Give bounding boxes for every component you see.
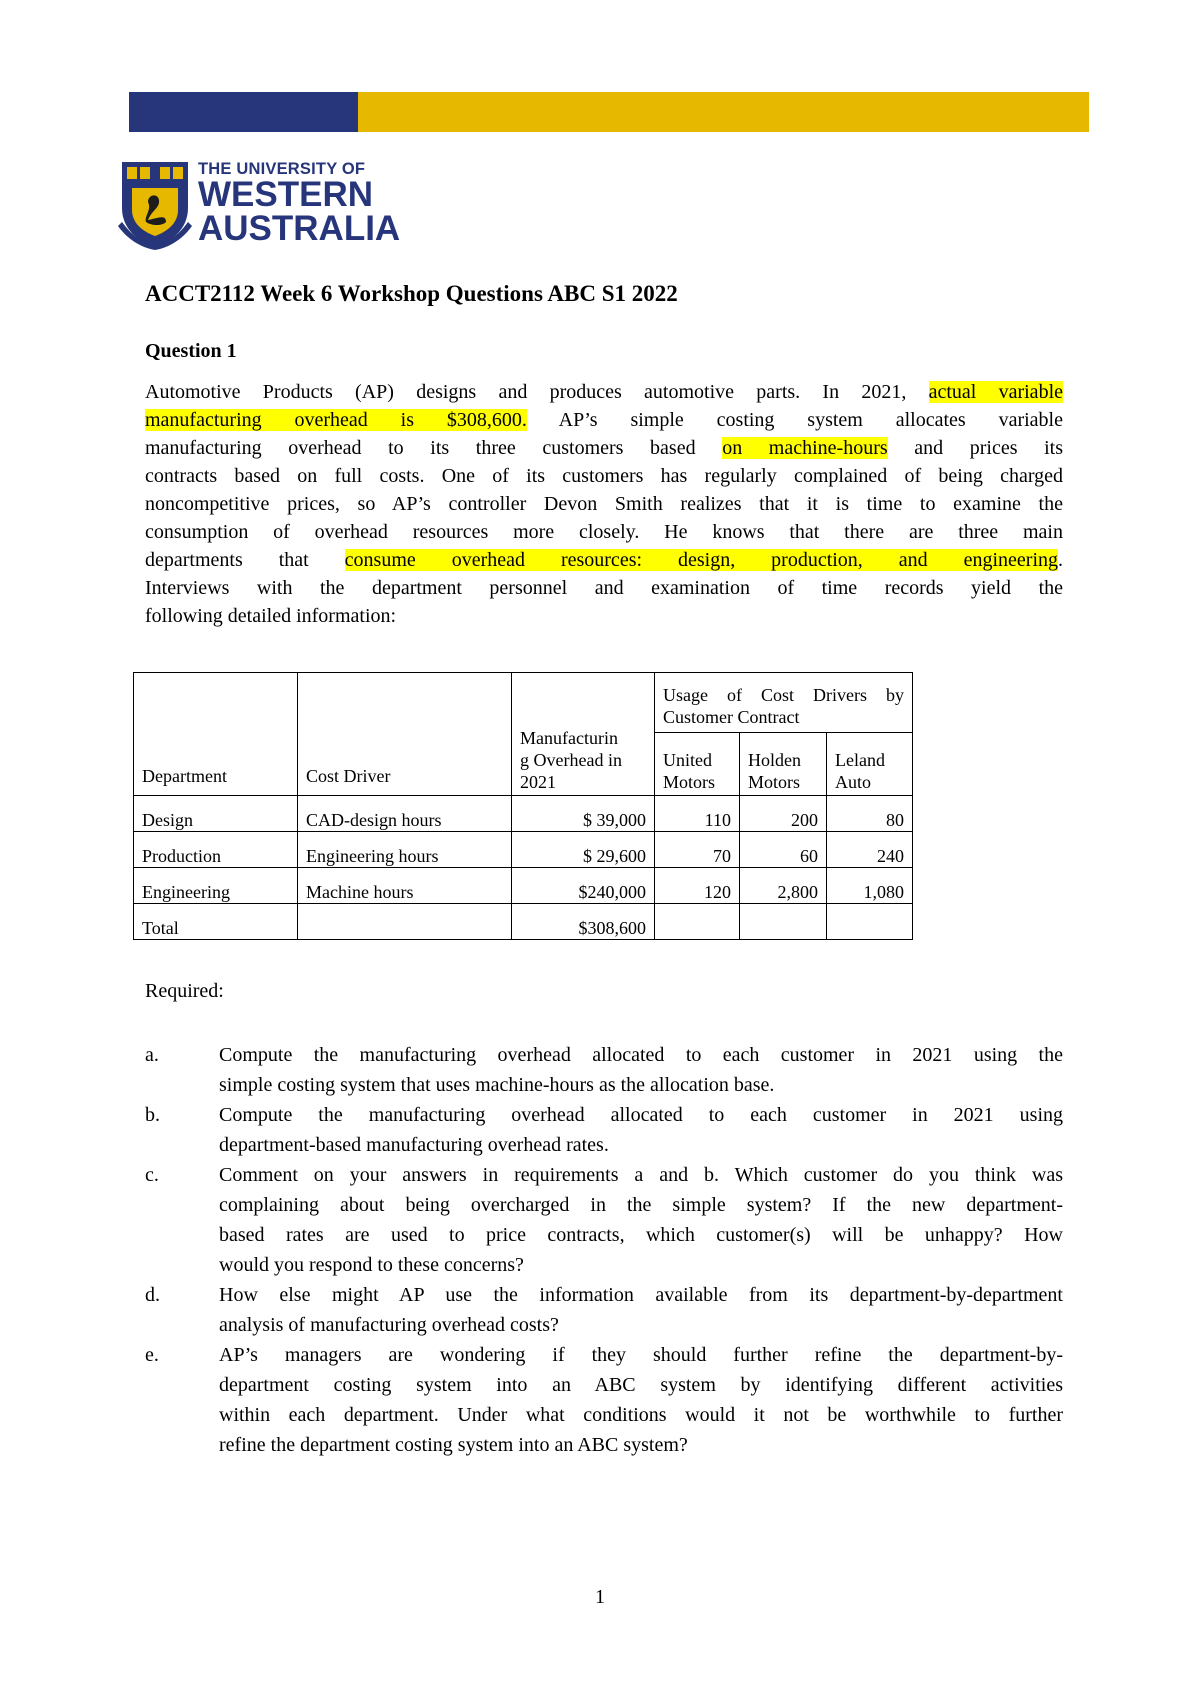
- table-row: [134, 868, 913, 904]
- cell-driver: CAD-design hours: [298, 796, 512, 832]
- paragraph-line: manufacturing overhead to its three customers based on machine-hours and prices its: [145, 437, 1063, 459]
- paragraph-line: consumption of overhead resources more closely. He knows that there are three main: [145, 521, 1063, 543]
- cell-driver: Engineering hours: [298, 832, 512, 868]
- cell-overhead: $ 29,600: [512, 832, 655, 868]
- highlighted-text: actual variable: [928, 381, 1063, 403]
- paragraph-line: Interviews with the department personnel and examination of time records yield the: [145, 577, 1063, 599]
- cell-leland: 240: [827, 832, 913, 868]
- header-department: Department: [134, 673, 298, 796]
- paragraph-line: following detailed information:: [145, 605, 397, 627]
- cell-overhead: $ 39,000: [512, 796, 655, 832]
- paragraph-line: contracts based on full costs. One of its customers has regularly complained of being charged: [145, 465, 1063, 487]
- university-logo: [118, 160, 401, 250]
- cell-overhead: $240,000: [512, 868, 655, 904]
- highlighted-text: consume overhead resources: design, production, and engineering: [344, 549, 1059, 571]
- requirement-item: e. AP’s managers are wondering if they should further refine the department-by- department costing system into an ABC system by identifying different activities within each department. Under what conditions would it not be worthwhile to further refine the department costing system into an ABC system?: [145, 1340, 1063, 1460]
- item-label: b.: [145, 1104, 160, 1126]
- cell-holden: 200: [740, 796, 827, 832]
- header-band-gold: [358, 92, 1089, 132]
- cell-united: 120: [655, 868, 740, 904]
- table-row: [134, 832, 913, 868]
- header-usage: Usage of Cost Drivers by Customer Contract: [655, 673, 913, 733]
- cell-driver: Machine hours: [298, 868, 512, 904]
- cell-united: 70: [655, 832, 740, 868]
- paragraph-line: Automotive Products (AP) designs and produces automotive parts. In 2021, actual variable: [145, 381, 1063, 403]
- requirement-item: c. Comment on your answers in requirements a and b. Which customer do you think was complaining about being overcharged in the simple system? If the new department- based rates are used to price contracts, which customer(s) will be unhappy? How would you respond to these concerns?: [145, 1160, 1063, 1280]
- item-label: a.: [145, 1044, 159, 1066]
- requirement-item: a. Compute the manufacturing overhead allocated to each customer in 2021 using the simple costing system that uses machine-hours as the allocation base.: [145, 1040, 1063, 1100]
- item-label: d.: [145, 1284, 160, 1306]
- document-title: ACCT2112 Week 6 Workshop Questions ABC S1 2022: [145, 281, 678, 306]
- cell-department: Total: [134, 904, 298, 940]
- cell-united: 110: [655, 796, 740, 832]
- logo-line-3: AUSTRALIA: [198, 209, 401, 248]
- cell-driver: [298, 904, 512, 940]
- paragraph-line: noncompetitive prices, so AP’s controller Devon Smith realizes that it is time to examine the: [145, 493, 1063, 515]
- cell-leland: 1,080: [827, 868, 913, 904]
- cost-driver-table: [133, 672, 913, 940]
- requirement-item: b. Compute the manufacturing overhead allocated to each customer in 2021 using department-based manufacturing overhead rates.: [145, 1100, 1063, 1160]
- cell-department: Production: [134, 832, 298, 868]
- highlighted-text: on machine-hours: [722, 437, 888, 459]
- question-paragraph: [145, 378, 1063, 630]
- header-overhead: Manufacturin g Overhead in 2021: [512, 673, 655, 796]
- header-leland-auto: Leland Auto: [827, 733, 913, 796]
- cell-department: Design: [134, 796, 298, 832]
- cell-leland: [827, 904, 913, 940]
- university-crest-icon: [118, 160, 192, 250]
- page-number: 1: [595, 1586, 605, 1608]
- table-row-total: [134, 904, 913, 940]
- paragraph-line: departments that consume overhead resources: design, production, and engineering.: [145, 549, 1064, 571]
- requirements-list: [145, 1040, 1063, 1460]
- highlighted-text: manufacturing overhead is $308,600.: [145, 409, 527, 431]
- paragraph-line: manufacturing overhead is $308,600. AP’s simple costing system allocates variable: [145, 409, 1063, 431]
- cell-department: Engineering: [134, 868, 298, 904]
- item-label: e.: [145, 1344, 159, 1366]
- requirement-item: d. How else might AP use the information available from its department-by-department analysis of manufacturing overhead costs?: [145, 1280, 1063, 1340]
- cell-united: [655, 904, 740, 940]
- required-label: Required:: [145, 980, 224, 1002]
- question-heading: Question 1: [145, 340, 237, 362]
- cell-holden: 2,800: [740, 868, 827, 904]
- logo-line-1: THE UNIVERSITY OF: [198, 160, 366, 178]
- header-holden-motors: Holden Motors: [740, 733, 827, 796]
- cell-holden: [740, 904, 827, 940]
- logo-line-2: WESTERN: [198, 175, 373, 214]
- cell-leland: 80: [827, 796, 913, 832]
- header-band-blue: [129, 92, 358, 132]
- header-united-motors: United Motors: [655, 733, 740, 796]
- item-label: c.: [145, 1164, 159, 1186]
- cell-overhead: $308,600: [512, 904, 655, 940]
- header-cost-driver: Cost Driver: [298, 673, 512, 796]
- cell-holden: 60: [740, 832, 827, 868]
- table-row: [134, 796, 913, 832]
